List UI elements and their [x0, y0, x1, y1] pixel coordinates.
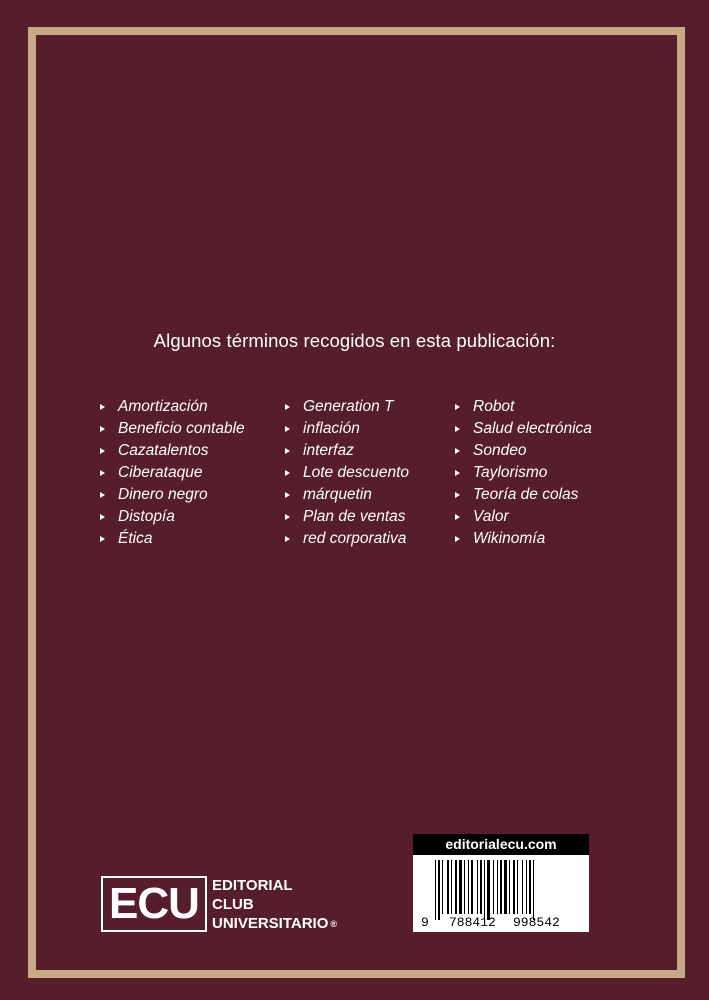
publisher-name [212, 876, 337, 934]
barcode-bar [451, 860, 452, 914]
term-item: Distopía [100, 506, 245, 528]
bullet-icon [100, 426, 105, 432]
term-item: Valor [455, 506, 592, 528]
registered-icon: ® [330, 918, 338, 929]
publisher-name-line-3: UNIVERSITARIO ® [212, 915, 338, 932]
barcode-bar [447, 860, 449, 914]
barcode-bar [493, 860, 494, 914]
bullet-icon [285, 426, 290, 432]
term-item: Robot [455, 396, 592, 418]
bullet-icon [100, 536, 105, 542]
barcode-bar [477, 860, 478, 914]
barcode-bar [513, 860, 515, 914]
bullet-icon [455, 536, 460, 542]
term-item: Salud electrónica [455, 418, 592, 440]
term-item: Generation T [285, 396, 409, 418]
term-item: inflación [285, 418, 409, 440]
barcode-bar [471, 860, 473, 914]
isbn-group-2: 998542 [513, 915, 560, 930]
barcode-bar [438, 860, 440, 920]
term-item: Sondeo [455, 440, 592, 462]
barcode-bar [509, 860, 510, 914]
barcode-bar [497, 860, 498, 914]
barcode-bar [459, 860, 462, 914]
bullet-icon [455, 470, 460, 476]
barcode-bar [468, 860, 469, 914]
term-item: red corporativa [285, 528, 409, 550]
isbn-group-1: 788412 [449, 915, 496, 930]
logo-letters: ECU [109, 879, 199, 928]
barcode-bar [487, 860, 490, 920]
barcode-bar [517, 860, 518, 914]
bullet-icon [100, 404, 105, 410]
term-item: Amortización [100, 396, 245, 418]
bullet-icon [455, 426, 460, 432]
bullet-icon [100, 514, 105, 520]
term-item: Taylorismo [455, 462, 592, 484]
terms-heading: Algunos términos recogidos en esta publicación: [153, 330, 556, 351]
term-item: Ciberataque [100, 462, 245, 484]
bullet-icon [285, 404, 290, 410]
barcode-bar [464, 860, 465, 914]
isbn-first-digit: 9 [421, 915, 429, 930]
term-item: Plan de ventas [285, 506, 409, 528]
term-item: interfaz [285, 440, 409, 462]
barcode-bar [484, 860, 485, 920]
term-item: Cazatalentos [100, 440, 245, 462]
terms-column-1 [100, 396, 245, 550]
term-item: Wikinomía [455, 528, 592, 550]
barcode-bar [442, 860, 443, 914]
website-label: editorialecu.com [413, 834, 589, 855]
term-item: Ética [100, 528, 245, 550]
publisher-name-line-1: EDITORIAL [212, 877, 293, 894]
barcode-bar [435, 860, 436, 920]
barcode-bar [504, 860, 507, 914]
barcode-bar [455, 860, 457, 914]
terms-column-2 [285, 396, 409, 550]
bullet-icon [285, 536, 290, 542]
barcode-bar [533, 860, 534, 920]
bullet-icon [285, 470, 290, 476]
bullet-icon [455, 514, 460, 520]
bullet-icon [455, 492, 460, 498]
term-item: Dinero negro [100, 484, 245, 506]
term-item: Lote descuento [285, 462, 409, 484]
barcode-bar [522, 860, 523, 914]
terms-column-3 [455, 396, 592, 550]
bullet-icon [285, 448, 290, 454]
isbn-barcode [413, 855, 589, 932]
term-item: Beneficio contable [100, 418, 245, 440]
term-item: márquetin [285, 484, 409, 506]
bullet-icon [100, 448, 105, 454]
bullet-icon [455, 404, 460, 410]
barcode-digits [413, 915, 589, 931]
barcode-bar [529, 860, 531, 914]
publisher-name-line-2: CLUB [212, 896, 254, 913]
bullet-icon [100, 492, 105, 498]
bullet-icon [100, 470, 105, 476]
barcode-bar [526, 860, 527, 914]
bullet-icon [455, 448, 460, 454]
bullet-icon [285, 514, 290, 520]
barcode-bar [480, 860, 482, 914]
bullet-icon [285, 492, 290, 498]
barcode-bar [500, 860, 502, 914]
term-item: Teoría de colas [455, 484, 592, 506]
